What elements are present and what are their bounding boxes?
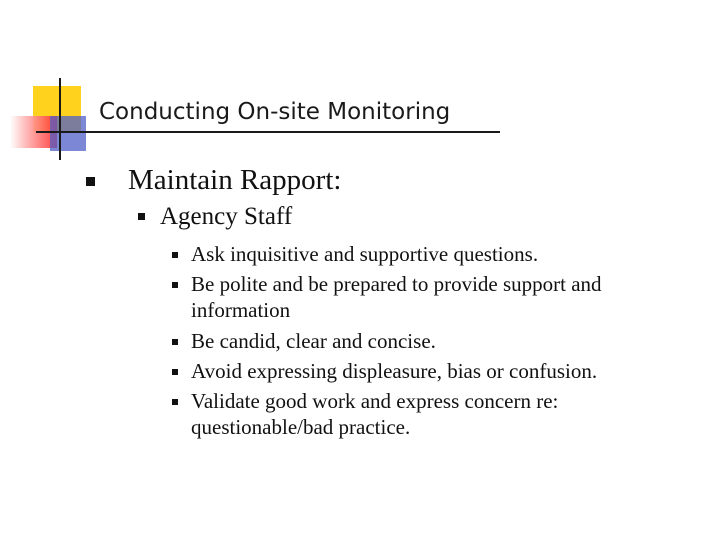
slide-title: Conducting On-site Monitoring — [99, 99, 451, 125]
bullet-level3-text: Be polite and be prepared to provide support and information — [191, 272, 602, 322]
bullet-level3-item — [191, 388, 691, 440]
decor-blue-square — [50, 116, 86, 151]
bullet-square-icon — [172, 252, 178, 258]
bullet-level3-item — [191, 271, 691, 323]
bullet-level2-text: Agency Staff — [160, 203, 293, 230]
bullet-level1-text: Maintain Rapport: — [128, 164, 342, 196]
bullet-level3-text: Avoid expressing displeasure, bias or confusion. — [191, 359, 598, 383]
bullet-square-icon — [172, 282, 178, 288]
title-underline — [36, 131, 500, 133]
bullet-level3-item — [191, 328, 691, 354]
bullet-square-icon — [86, 177, 95, 186]
bullet-level3-text: Validate good work and express concern re: questionable/bad practice. — [191, 389, 559, 439]
decor-vertical-line — [59, 78, 61, 160]
bullet-level3-item — [191, 241, 691, 267]
bullet-square-icon — [172, 339, 178, 345]
bullet-level3-text: Ask inquisitive and supportive questions. — [191, 242, 539, 266]
bullet-square-icon — [172, 369, 178, 375]
bullet-square-icon — [172, 399, 178, 405]
bullet-level3-item — [191, 358, 691, 384]
bullet-level3-list — [191, 241, 691, 444]
bullet-level3-text: Be candid, clear and concise. — [191, 329, 436, 353]
bullet-square-icon — [138, 213, 145, 220]
